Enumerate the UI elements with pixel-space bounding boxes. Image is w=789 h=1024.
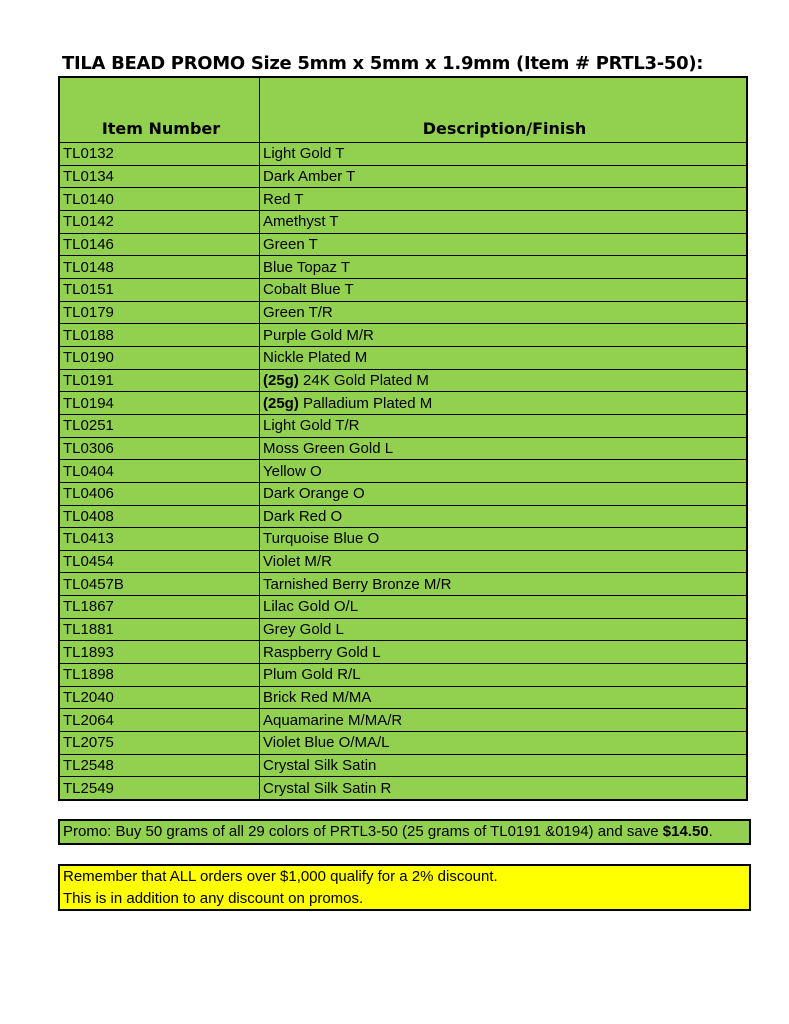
item-number-cell: TL2064	[59, 709, 260, 732]
description-cell	[260, 392, 748, 415]
item-number-cell: TL1867	[59, 596, 260, 619]
item-number-cell: TL0454	[59, 550, 260, 573]
description-cell: Purple Gold M/R	[260, 324, 748, 347]
page-title: TILA BEAD PROMO Size 5mm x 5mm x 1.9mm (Item # PRTL3-50):	[62, 53, 704, 74]
description-cell: Brick Red M/MA	[260, 686, 748, 709]
table-row	[59, 777, 747, 800]
item-number-cell: TL0408	[59, 505, 260, 528]
table-row	[59, 437, 747, 460]
table-row	[59, 664, 747, 687]
item-number-cell: TL0306	[59, 437, 260, 460]
table-row	[59, 188, 747, 211]
table-row	[59, 210, 747, 233]
table-row	[59, 482, 747, 505]
item-number-cell: TL2548	[59, 754, 260, 777]
table-row	[59, 233, 747, 256]
item-number-cell: TL0151	[59, 278, 260, 301]
table-row	[59, 641, 747, 664]
description-cell: Red T	[260, 188, 748, 211]
tila-bead-table	[58, 76, 748, 801]
item-number-cell: TL0134	[59, 165, 260, 188]
item-number-cell: TL0140	[59, 188, 260, 211]
description-cell: Light Gold T/R	[260, 414, 748, 437]
note-line-2: This is in addition to any discount on promos.	[63, 889, 364, 907]
item-number-cell: TL0179	[59, 301, 260, 324]
table-row	[59, 301, 747, 324]
item-number-cell: TL0457B	[59, 573, 260, 596]
description-cell: Crystal Silk Satin	[260, 754, 748, 777]
weight-label: (25g)	[263, 394, 299, 412]
item-number-cell: TL0406	[59, 482, 260, 505]
description-cell: Raspberry Gold L	[260, 641, 748, 664]
description-cell: Aquamarine M/MA/R	[260, 709, 748, 732]
header-description: Description/Finish	[260, 77, 748, 143]
description-cell: Lilac Gold O/L	[260, 596, 748, 619]
table-row	[59, 346, 747, 369]
item-number-cell: TL0132	[59, 143, 260, 166]
description-cell: Yellow O	[260, 460, 748, 483]
table-row	[59, 324, 747, 347]
item-number-cell: TL0190	[59, 346, 260, 369]
item-number-cell: TL0146	[59, 233, 260, 256]
item-number-cell: TL2075	[59, 732, 260, 755]
table-row	[59, 505, 747, 528]
description-cell: Violet Blue O/MA/L	[260, 732, 748, 755]
description-text: Palladium Plated M	[298, 394, 433, 412]
table-row	[59, 709, 747, 732]
promo-box	[58, 819, 751, 845]
weight-label: (25g)	[263, 371, 299, 389]
item-number-cell: TL2040	[59, 686, 260, 709]
description-cell	[260, 369, 748, 392]
item-number-cell: TL0142	[59, 210, 260, 233]
table-row	[59, 392, 747, 415]
table-row	[59, 573, 747, 596]
table-row	[59, 165, 747, 188]
table-row	[59, 460, 747, 483]
table-header-row	[59, 77, 747, 143]
item-number-cell: TL1898	[59, 664, 260, 687]
table-row	[59, 550, 747, 573]
description-cell: Moss Green Gold L	[260, 437, 748, 460]
item-number-cell: TL0148	[59, 256, 260, 279]
description-cell: Dark Amber T	[260, 165, 748, 188]
item-number-cell: TL0194	[59, 392, 260, 415]
item-number-cell: TL0188	[59, 324, 260, 347]
description-cell: Amethyst T	[260, 210, 748, 233]
table-row	[59, 414, 747, 437]
table-row	[59, 596, 747, 619]
discount-note	[58, 864, 751, 911]
table-row	[59, 278, 747, 301]
table-row	[59, 256, 747, 279]
description-cell: Crystal Silk Satin R	[260, 777, 748, 800]
table-row	[59, 732, 747, 755]
table-row	[59, 686, 747, 709]
promo-end: .	[708, 823, 713, 840]
table-row	[59, 143, 747, 166]
item-number-cell: TL1893	[59, 641, 260, 664]
description-cell: Dark Orange O	[260, 482, 748, 505]
table-row	[59, 754, 747, 777]
description-cell: Blue Topaz T	[260, 256, 748, 279]
description-cell: Grey Gold L	[260, 618, 748, 641]
description-cell: Green T/R	[260, 301, 748, 324]
item-number-cell: TL0404	[59, 460, 260, 483]
item-number-cell: TL1881	[59, 618, 260, 641]
description-cell: Cobalt Blue T	[260, 278, 748, 301]
item-number-cell: TL0191	[59, 369, 260, 392]
description-cell: Tarnished Berry Bronze M/R	[260, 573, 748, 596]
description-cell: Turquoise Blue O	[260, 528, 748, 551]
item-number-cell: TL2549	[59, 777, 260, 800]
promo-text: Promo: Buy 50 grams of all 29 colors of PRTL3-50 (25 grams of TL0191 &0194) and save	[63, 823, 663, 840]
promo-amount: $14.50	[662, 823, 709, 840]
table-row	[59, 369, 747, 392]
description-cell: Violet M/R	[260, 550, 748, 573]
note-line-1: Remember that ALL orders over $1,000 qualify for a 2% discount.	[63, 868, 498, 885]
item-number-cell: TL0251	[59, 414, 260, 437]
table-row	[59, 618, 747, 641]
table-row	[59, 528, 747, 551]
description-cell: Green T	[260, 233, 748, 256]
description-cell: Light Gold T	[260, 143, 748, 166]
header-item-number: Item Number	[59, 77, 260, 143]
description-cell: Dark Red O	[260, 505, 748, 528]
description-cell: Nickle Plated M	[260, 346, 748, 369]
item-number-cell: TL0413	[59, 528, 260, 551]
description-text: 24K Gold Plated M	[298, 371, 429, 389]
description-cell: Plum Gold R/L	[260, 664, 748, 687]
